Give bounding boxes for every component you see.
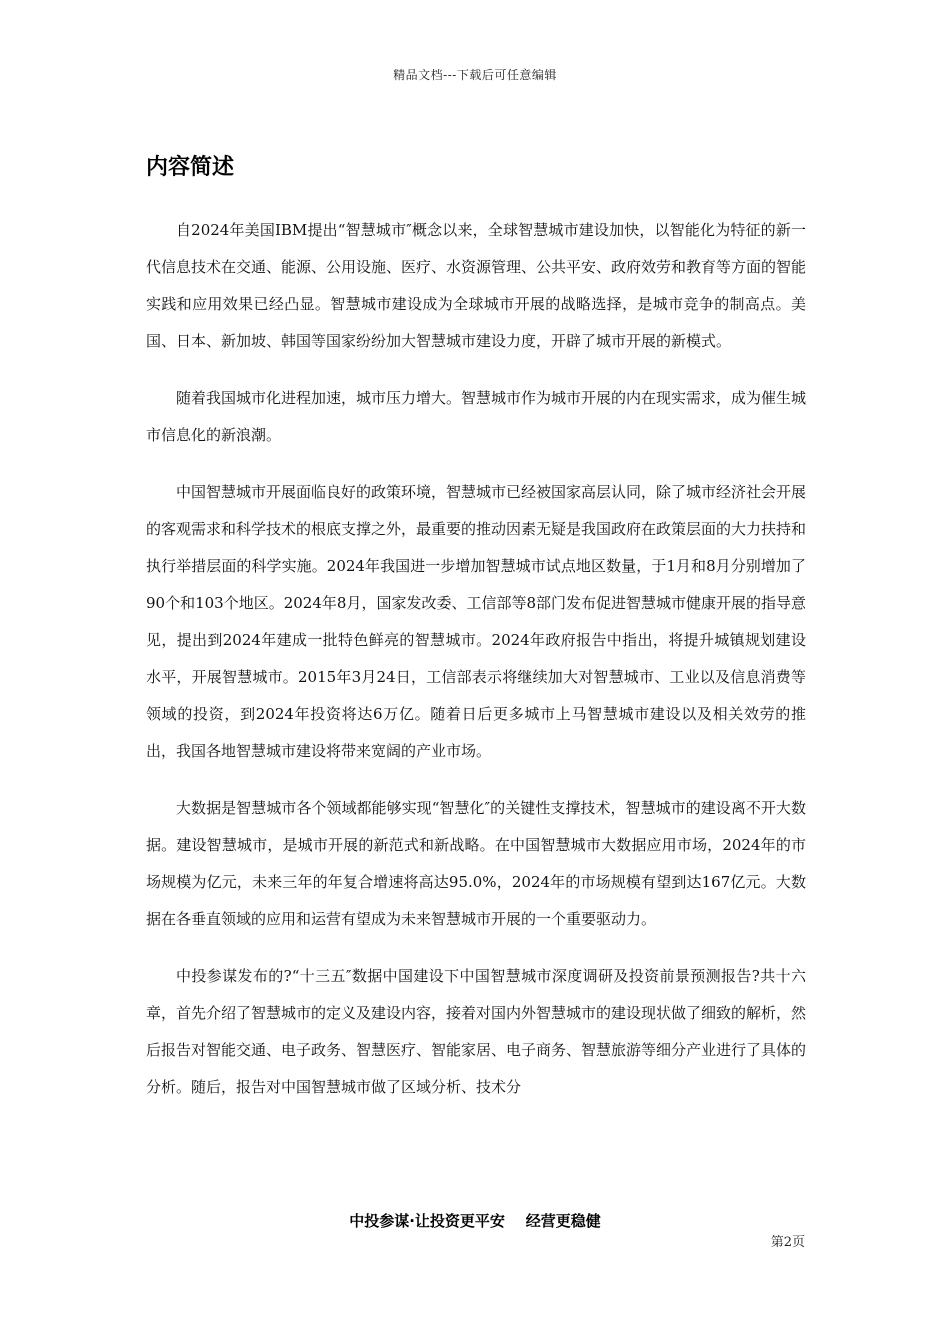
paragraph-big-data: 大数据是智慧城市各个领域都能够实现“智慧化″的关键性支撑技术，智慧城市的建设离不开大数据。建设智慧城市，是城市开展的新范式和新战略。在中国智慧城市大数据应用市场，2024年的市场规模为亿元，未来三年的年复合增速将高达95.0%，2024年的市场规模有望到达167亿元。大数据在各垂直领域的应用和运营有望成为未来智慧城市开展的一个重要驱动力。 <box>146 799 806 928</box>
paragraph-intro: 自2024年美国IBM提出“智慧城市″概念以来，全球智慧城市建设加快，以智能化为特征的新一代信息技术在交通、能源、公用设施、医疗、水资源管理、公共平安、政府效劳和教育等方面的智能实践和应用效果已经凸显。智慧城市建设成为全球城市开展的战略选择，是城市竞争的制高点。美国、日本、新加坡、韩国等国家纷纷加大智慧城市建设力度，开辟了城市开展的新模式。 <box>146 221 807 350</box>
page-header: 精品文档---下载后可任意编辑 <box>393 68 557 82</box>
footer-slogan: 中投参谋·让投资更平安 经营更稳健 <box>349 1212 601 1230</box>
paragraph-policy: 中国智慧城市开展面临良好的政策环境，智慧城市已经被国家高层认同，除了城市经济社会开展的客观需求和科学技术的根底支撑之外，最重要的推动因素无疑是我国政府在政策层面的大力扶持和执行举措层面的科学实施。2024年我国进一步增加智慧城市试点地区数量，于1月和8月分别增加了90个和103个地区。2024年8月，国家发改委、工信部等8部门发布促进智慧城市健康开展的指导意见，提出到2024年建成一批特色鲜亮的智慧城市。2024年政府报告中指出，将提升城镇规划建设水平，开展智慧城市。2015年3月24日，工信部表示将继续加大对智慧城市、工业以及信息消费等领域的投资，到2024年投资将达6万亿。随着日后更多城市上马智慧城市建设以及相关效劳的推出，我国各地智慧城市建设将带来宽阔的产业市场。 <box>146 483 807 760</box>
document-body <box>146 212 806 1126</box>
page-title: 内容简述 <box>146 155 235 180</box>
paragraph-urbanization: 随着我国城市化进程加速，城市压力增大。智慧城市作为城市开展的内在现实需求，成为催生城市信息化的新浪潮。 <box>146 389 807 444</box>
page-number: 第2页 <box>770 1235 805 1250</box>
paragraph-report: 中投参谋发布的?“十三五″数据中国建设下中国智慧城市深度调研及投资前景预测报告?共十六章，首先介绍了智慧城市的定义及建设内容，接着对国内外智慧城市的建设现状做了细致的解析，然后报告对智能交通、电子政务、智慧医疗、智能家居、电子商务、智慧旅游等细分产业进行了具体的分析。随后，报告对中国智慧城市做了区域分析、技术分 <box>146 967 807 1096</box>
